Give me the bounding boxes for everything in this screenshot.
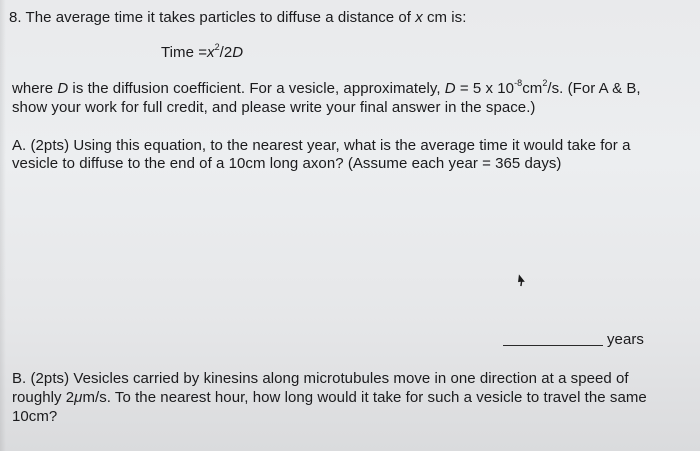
formula-d: D (232, 44, 244, 61)
formula (161, 44, 243, 62)
where-mid: is the diffusion coefficient. For a vesicle, approximately, (68, 80, 445, 97)
part-b-line-2-start: roughly 2 (12, 389, 75, 406)
where-unit: cm (522, 80, 543, 97)
micro-symbol: μ (74, 389, 83, 406)
answer-unit-years: years (607, 331, 644, 348)
where-unit-exponent: 2 (542, 78, 548, 88)
where-line-2: show your work for full credit, and please write your final answer in the space.) (12, 99, 536, 116)
header-variable: x (415, 9, 423, 26)
part-b-line-2 (12, 389, 647, 407)
question-header (9, 9, 466, 27)
where-tail: /s. (For A & B, (547, 80, 641, 97)
formula-label: Time = (161, 44, 208, 61)
formula-exponent: 2 (214, 42, 220, 52)
where-line-1 (12, 80, 641, 98)
header-text: 8. The average time it takes particles to diffuse a distance of (9, 9, 416, 26)
page-edge-shadow (0, 0, 6, 451)
formula-divisor: /2 (219, 44, 233, 61)
part-b-line-3: 10cm? (12, 408, 58, 425)
formula-x: x (207, 44, 215, 61)
answer-blank-line[interactable] (503, 345, 603, 346)
where-text: where (12, 80, 58, 97)
part-a-line-1: A. (2pts) Using this equation, to the nearest year, what is the average time it would take for a (12, 137, 631, 154)
mouse-pointer-icon (512, 272, 528, 288)
part-b-line-1: B. (2pts) Vesicles carried by kinesins along microtubules move in one direction at a speed of (12, 370, 629, 387)
where-d2: D (444, 80, 456, 97)
where-d: D (57, 80, 69, 97)
where-exponent: -8 (514, 78, 523, 88)
header-text-end: cm is: (422, 9, 467, 26)
part-a-line-2: vesicle to diffuse to the end of a 10cm long axon? (Assume each year = 365 days) (12, 155, 562, 172)
where-value: = 5 x 10 (455, 80, 515, 97)
part-b-line-2-end: m/s. To the nearest hour, how long would it take for such a vesicle to travel the same (82, 389, 647, 406)
